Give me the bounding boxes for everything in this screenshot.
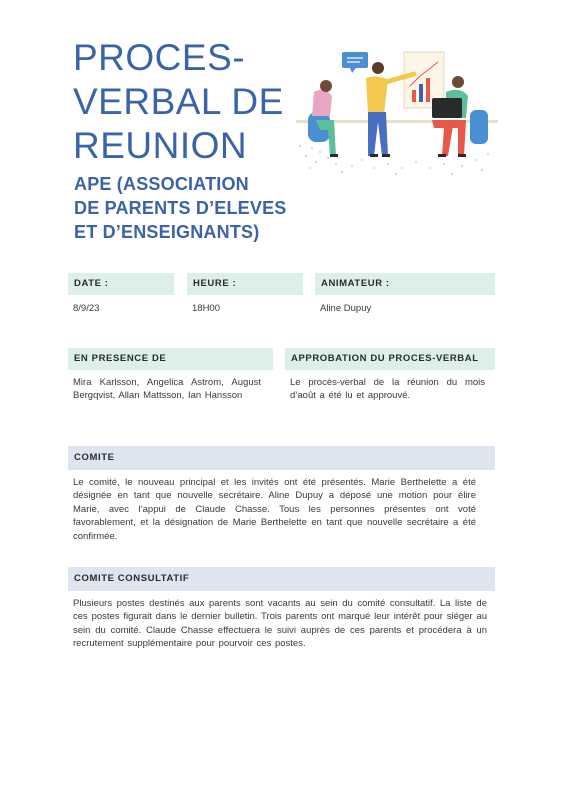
title-line: PROCES- [73,37,246,78]
meeting-illustration [292,40,502,180]
host-label: ANIMATEUR : [315,273,495,295]
committee-text: Le comité, le nouveau principal et les invités ont été présentés. Marie Berthelette a été désignée en tant que nouvelle secrétaire. Aline Dupuy a déposé une motion pour élire Marie, avec l’appui de Claude Chasse. Tous les personnes présentes ont voté favorablement, et la désignation de Marie Berthelette en tant que nouvelle secrétaire a été confirmée. [73,477,476,542]
attendees-text: Mira Karlsson, Angelica Astrom, August Bergqvist, Allan Mattsson, Ian Hansson [73,377,261,402]
title-line: REUNION [73,125,248,166]
host-value: Aline Dupuy [320,303,372,314]
subtitle-line: DE PARENTS D’ELEVES [74,198,287,218]
date-value: 8/9/23 [73,303,100,314]
advisory-committee-label: COMITE CONSULTATIF [68,567,495,591]
page-subtitle [74,172,294,244]
approval-label: APPROBATION DU PROCES-VERBAL [285,348,495,370]
attendees-label: EN PRESENCE DE [68,348,273,370]
subtitle-line: ET D’ENSEIGNANTS) [74,222,260,242]
title-line: VERBAL DE [73,81,284,122]
subtitle-line: APE (ASSOCIATION [74,174,249,194]
advisory-committee-text: Plusieurs postes destinés aux parents sont vacants au sein du comité consultatif. La liste de ces postes figurait dans le dernier bulletin. Trois parents ont marqué leur intérêt pour siéger au sein du comité. Claude Chasse effectuera le suivi auprès de ces parents et procédera à un recrutement supplémentaire pour pourvoir ces postes. [73,598,487,650]
time-value: 18H00 [192,303,220,314]
page-title [73,36,303,168]
time-label: HEURE : [187,273,303,295]
committee-label: COMITE [68,446,495,470]
date-label: DATE : [68,273,174,295]
approval-text: Le procès-verbal de la réunion du mois d’août a été lu et approuvé. [290,377,485,402]
